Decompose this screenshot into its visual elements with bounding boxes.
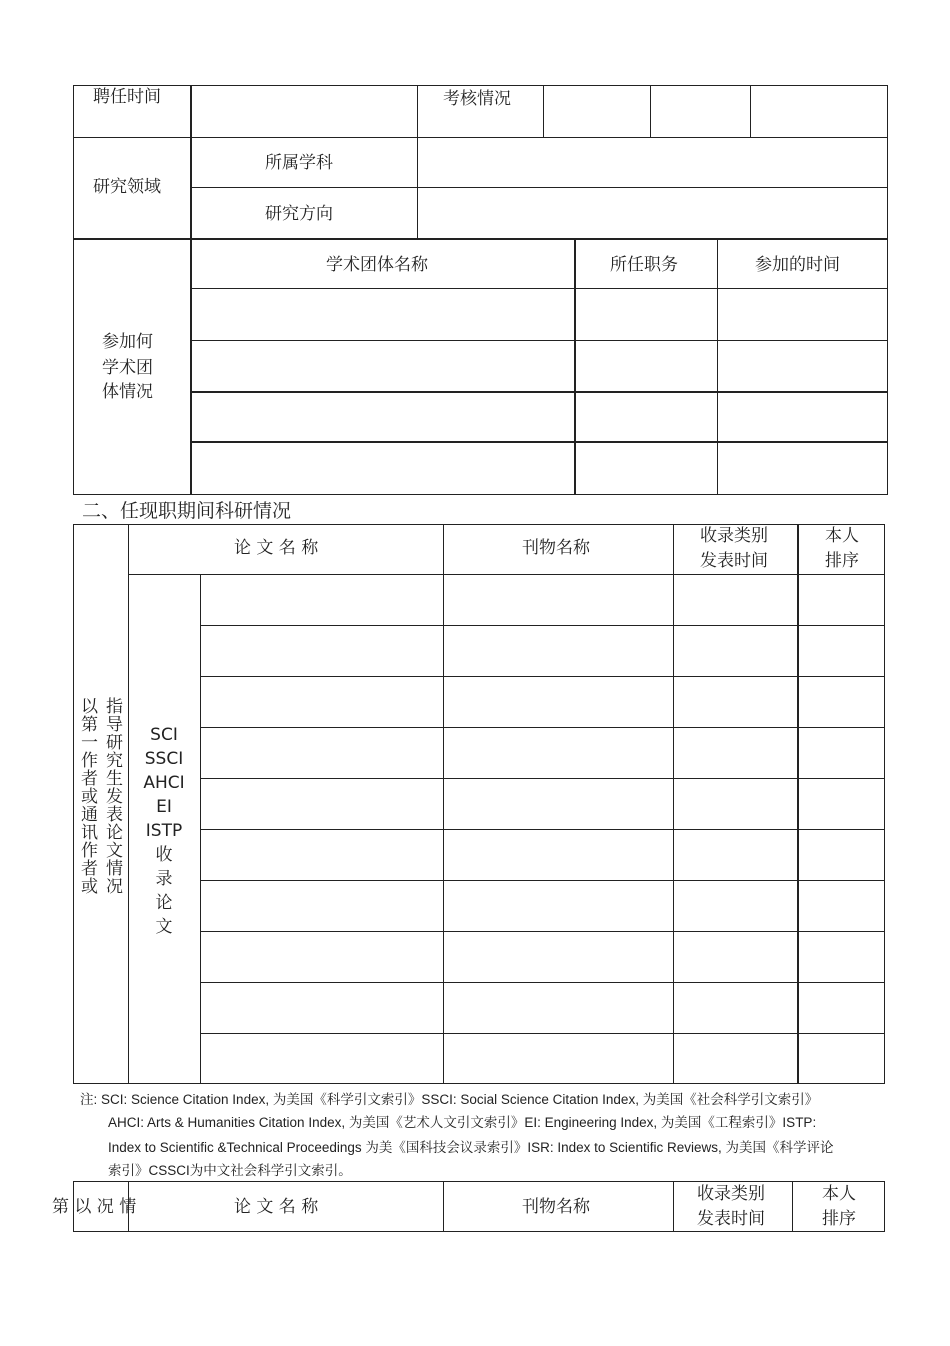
row-divider (201, 982, 885, 983)
index-char-3: 论 (155, 893, 173, 913)
col-rank-line2: 排序 (825, 551, 859, 571)
row-divider (201, 931, 885, 932)
col-divider (650, 85, 651, 137)
row-divider (73, 137, 888, 138)
row-divider (73, 238, 888, 240)
col-rank-line1: 本人 (825, 526, 859, 546)
col-divider (443, 1181, 444, 1232)
academic-group-label-line1: 参加何 (102, 332, 153, 352)
col-divider (673, 1181, 674, 1232)
col-divider (443, 524, 444, 1084)
row-divider (201, 778, 885, 779)
discipline-label: 所属学科 (265, 153, 333, 173)
col-rank-line1: 本人 (822, 1184, 856, 1204)
position-header: 所任职务 (610, 255, 678, 275)
col-paper-title: 论 文 名 称 (234, 1197, 319, 1217)
note-line-2: AHCI: Arts & Humanities Citation Index, 为美国《艺术人文引文索引》EI: Engineering Index, 为美国《工程索引》ISTP: (108, 1115, 817, 1130)
section-title: 二、任现职期间科研情况 (82, 500, 292, 522)
left-label-author: 以第一作者或通讯作者或 (77, 697, 97, 895)
table-frame (73, 85, 888, 495)
col-divider (190, 85, 192, 495)
col-category-line2: 发表时间 (700, 551, 768, 571)
note-line-4: 索引》CSSCI为中文社会科学引文索引。 (108, 1163, 352, 1178)
col-divider (200, 574, 201, 1084)
left-chars: 第 以 况 情 (52, 1197, 137, 1217)
academic-group-label-line2: 学术团 (102, 358, 153, 378)
col-divider (797, 524, 799, 1084)
row-divider (201, 1033, 885, 1034)
col-category-line2: 发表时间 (697, 1209, 765, 1229)
row-divider (191, 340, 888, 341)
index-ahci: AHCI (143, 773, 185, 793)
col-category-line1: 收录类别 (697, 1184, 765, 1204)
row-divider (191, 187, 888, 188)
col-divider (717, 238, 718, 495)
index-ssci: SSCI (144, 749, 184, 769)
row-divider (201, 625, 885, 626)
col-journal: 刊物名称 (522, 538, 590, 558)
index-char-2: 录 (155, 869, 173, 889)
col-divider (750, 85, 751, 137)
left-label-guide: 指导研究生发表论文情况 (102, 697, 122, 895)
appointment-time-label: 聘任时间 (93, 87, 161, 107)
col-category-line1: 收录类别 (700, 526, 768, 546)
note-line-1: 注: SCI: Science Citation Index, 为美国《科学引文索引》SSCI: Social Science Citation Index, 为美国《社会科学引文索引》 (80, 1092, 819, 1107)
index-ei: EI (156, 797, 172, 817)
col-rank-line2: 排序 (822, 1209, 856, 1229)
group-name-header: 学术团体名称 (326, 255, 428, 275)
row-divider (128, 574, 885, 575)
row-divider (201, 676, 885, 677)
academic-group-label-line3: 体情况 (102, 382, 153, 402)
research-direction-label: 研究方向 (265, 204, 333, 224)
col-paper-title: 论 文 名 称 (234, 538, 319, 558)
col-divider (574, 238, 576, 495)
col-divider (128, 524, 129, 1084)
research-field-label: 研究领域 (93, 177, 161, 197)
row-divider (191, 441, 888, 443)
col-divider (792, 1181, 793, 1232)
join-time-header: 参加的时间 (755, 255, 840, 275)
col-divider (543, 85, 544, 137)
index-sci: SCI (150, 725, 178, 745)
row-divider (201, 727, 885, 728)
row-divider (191, 391, 888, 393)
index-char-1: 收 (155, 845, 173, 865)
row-divider (201, 829, 885, 830)
row-divider (201, 880, 885, 881)
col-divider (673, 524, 674, 1084)
index-istp: ISTP (145, 821, 183, 841)
row-divider (191, 288, 888, 289)
assessment-label: 考核情况 (443, 89, 511, 109)
col-journal: 刊物名称 (522, 1197, 590, 1217)
col-divider (417, 85, 418, 238)
index-char-4: 文 (155, 917, 173, 937)
note-line-3: Index to Scientific &Technical Proceedings 为美《国科技会议录索引》ISR: Index to Scientific Reviews, 为美国《科学评论 (108, 1140, 834, 1155)
